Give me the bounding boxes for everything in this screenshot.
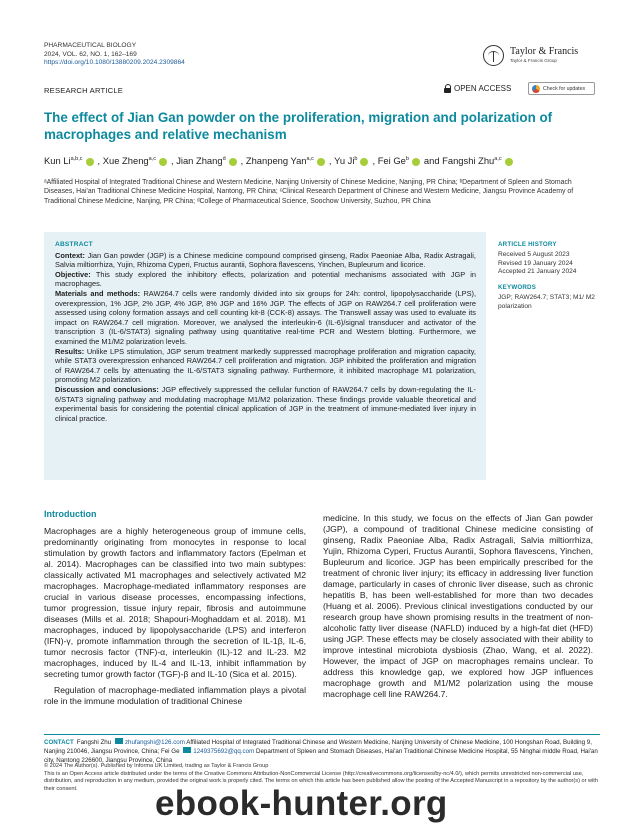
author-separator: , [328, 155, 335, 166]
keywords-heading: KEYWORDS [498, 284, 537, 292]
crossmark-icon [532, 85, 540, 93]
journal-name: PHARMACEUTICAL BIOLOGY [44, 42, 137, 49]
author-list [44, 155, 517, 166]
intro-paragraph-1: Macrophages are a highly heterogeneous group of immune cells, predominantly originating from monocytes in response to local stimulation by growth factors and inflammatory factors (Epelman et al. 2014). Macrophages can be classified into two main subtypes: classically activated M1 macrophages and selectively activated M2 macrophages. Macrophage-mediated inflammatory responses are crucial in various disease processes, encompassing infections, tumor progression, tissue injury repair, fibrosis and autoimmune diseases (Mills et al. 2018; Shapouri-Moghaddam et al. 2018). M1 macrophages, induced by lipopolysaccharide (LPS) and interferon (IFN)-γ, promote inflammation through the secretion of IL-1β, IL-6, tumor necrosis factor (TNF)-α, interleukin (IL)-12 and IL-23. M2 macrophages, induced by IL-4 and IL-13, inhibit inflammation by secreting tumor growth factor (TGF)-β and IL-10 (Sica et al. 2015). [44, 526, 306, 679]
journal-info [44, 42, 185, 68]
objective-text: This study explored the inhibitory effects, polarization and potential mechanisms associated with JGP in macrophages. [55, 269, 477, 289]
results-label: Results: [55, 346, 85, 356]
body-column-left [44, 509, 306, 707]
abstract-results [55, 347, 476, 385]
watermark: ebook-hunter.org [155, 784, 448, 823]
accepted-date: Accepted 21 January 2024 [498, 268, 577, 276]
keywords-text: JGP; RAW264.7; STAT3; M1/ M2 polarization [498, 293, 595, 310]
email-icon [183, 747, 191, 753]
affiliations: ᵃAffiliated Hospital of Integrated Traditional Chinese and Western Medicine, Nanjing University of Chinese Medicine, Nanjing, PR China; ᵇDepartment of Spleen and Stomach Diseases, Hai'an Traditional Chinese Medicine Hospital, Nantong, PR China; ᶜClinical Research Department of Chinese and Western Medicine, Jiangsu Province Academy of Traditional Chinese Medicine, Nanjing, PR China; ᵈCollege of Pharmaceutical Science, Soochow University, Suzhou, PR China [44, 179, 574, 205]
abstract [44, 232, 486, 480]
open-access-label: OPEN ACCESS [454, 84, 512, 93]
contact-address-2: Department of Spleen and Stomach Diseases, Hai'an Traditional Chinese Medicine Hospital, 55 Ninghai middle Road, Hai'an city, Nantong 226600, Jiangsu Province, China [44, 748, 598, 764]
contact-address-1: Affiliated Hospital of Integrated Traditional Chinese and Western Medicine, Nanjing University of Chinese Medicine, 100 Hongshan Road, Building 9, Nanjing 210046, Jiangsu Province, China; Fei Ge [44, 739, 592, 756]
history-heading: ARTICLE HISTORY [498, 241, 557, 248]
author-separator: and [423, 155, 443, 166]
doi-link[interactable]: https://doi.org/10.1080/13880209.2024.2309864 [44, 59, 185, 67]
author-affiliation-marker: b [354, 156, 358, 162]
intro-paragraph-2: Regulation of macrophage-mediated inflammation plays a pivotal role in the immune modulation of traditional Chinese [44, 685, 306, 706]
contact-email-2[interactable]: 1249375692@qq.com [193, 748, 255, 756]
revised-date: Revised 19 January 2024 [498, 259, 573, 267]
check-updates-label: Check for updates [543, 85, 586, 92]
context-label: Context: [55, 250, 85, 260]
contact-label: CONTACT [44, 739, 74, 746]
abstract-methods [55, 289, 476, 347]
orcid-icon[interactable] [412, 158, 420, 166]
author-affiliation-marker: a,c [494, 156, 502, 162]
open-access-badge [444, 84, 511, 93]
abstract-conclusions [55, 385, 476, 423]
contact-email-1[interactable]: zhufangshi@126.com [124, 739, 185, 746]
orcid-icon[interactable] [159, 158, 167, 166]
section-heading-introduction: Introduction [44, 509, 97, 519]
author-name[interactable]: Jian Zhang$^d$ [176, 155, 226, 166]
taylor-francis-lamp-icon [483, 45, 504, 66]
methods-label: Materials and methods: [55, 288, 141, 298]
publisher-name: Taylor & Francis [510, 46, 579, 57]
context-text: Jian Gan powder (JGP) is a Chinese medicine compound comprised ginseng, Radix Paeoniae Alba, Radix Astragali, Salvia miltiorrhiza, Yujin, Rhizoma Cyperi, Fructus aurantii, Sophora flavescens, Yinchen, Bupleurum and licorice. [55, 250, 476, 270]
abstract-heading: ABSTRACT [55, 241, 93, 248]
license-text: This is an Open Access article distributed under the terms of the Creative Commons Attribution-NonCommercial License (http://creativecommons.org/licenses/by-nc/4.0/), which permits unrestricted non-commercial use, distribution, and reproduction in any medium, provided the original work is properly cited. The terms on which this article has been published allow the posting of the Accepted Manuscript in a repository by the author(s) or with their consent. [44, 770, 598, 792]
author-separator: , [372, 155, 378, 166]
article-sidebar [498, 241, 603, 312]
results-text: Unlike LPS stimulation, JGP serum treatment markedly suppressed macrophage proliferation and migration capacity, while STAT3 overexpression enhanced RAW264.7 cell proliferation and migration. JGP inhibited the proliferation and migration of RAW264.7 cells by attenuating the IL-6/STAT3 signaling pathway. Furthermore, it inhibited macrophage M1 polarization, promoting M2 polarization. [55, 346, 476, 385]
author-separator: , [170, 155, 177, 166]
journal-volume: 2024, VOL. 62, NO. 1, 162–169 [44, 50, 137, 58]
author-separator: , [240, 155, 246, 166]
email-icon [115, 738, 123, 744]
received-date: Received 5 August 2023 [498, 250, 570, 258]
orcid-icon[interactable] [86, 158, 94, 166]
orcid-icon[interactable] [360, 158, 368, 166]
author-name[interactable]: Xue Zheng$^{a,c}$ [102, 155, 156, 166]
author-name[interactable]: Zhanpeng Yan$^{a,c}$ [245, 155, 314, 166]
orcid-icon[interactable] [505, 158, 513, 166]
orcid-icon[interactable] [229, 158, 237, 166]
article-title: The effect of Jian Gan powder on the proliferation, migration and polarization of macrophages and relative mechanism [44, 110, 553, 142]
intro-paragraph-continued: medicine. In this study, we focus on the effects of Jian Gan powder (JGP), a compound of traditional Chinese medicine consisting of ginseng, Radix Paeoniae Alba, Radix Astragali, Salvia miltiorrhiza, Yujin, Rhizoma Cyperi, Fructus Aurantii, Sophora flavescens, Yinchen, Bupleurum and licorice. JGP has been empirically prescribed for the treatment of chronic liver injury; its efficacy in addressing liver function damage, particularly in cases of chronic liver disease, such as chronic hepatitis B, has been well-established for more than two decades (Huang et al. 2006). Previous clinical investigations conducted by our research group have shown promising results in the treatment of non-alcoholic fatty liver disease (NAFLD) induced by a high-fat diet (HFD) using JGP. These effects may be closely associated with their ability to improve intestinal microbiota dysbiosis (Zhao, Wang, et al. 2022). However, the impact of JGP on macrophages remains unclear. To address this knowledge gap, we explored how JGP influences macrophage growth and M1/M2 polarization using the mouse macrophage cell line RAW264.7. [323, 513, 593, 699]
author-affiliation-marker: d [222, 156, 226, 162]
copyright-line: © 2024 The Author(s). Published by Informa UK Limited, trading as Taylor & Francis Group [44, 763, 269, 769]
orcid-icon[interactable] [317, 158, 325, 166]
footer-divider [44, 734, 600, 735]
abstract-objective [55, 270, 476, 289]
conclusions-text: JGP effectively suppressed the cellular function of RAW264.7 cells by down-regulating the IL-6/STAT3 signaling pathway and modulating macrophage M1/M2 polarization. These findings provide valuable theoretical and experimental basis for considering the potential clinical application of JGP in the treatment of immune-mediated liver injury in clinical practice. [55, 384, 476, 423]
publisher-group: Taylor & Francis Group [510, 58, 557, 63]
article-type: RESEARCH ARTICLE [44, 86, 124, 95]
body-column-right [323, 513, 593, 700]
author-affiliation-marker: a,b,c [70, 156, 83, 162]
author-affiliation-marker: b [405, 156, 409, 162]
abstract-context [55, 251, 476, 270]
author-name[interactable]: Fei Ge$^b$ [377, 155, 409, 166]
contact-name: Fangshi Zhu [76, 739, 112, 746]
check-updates-button[interactable] [528, 82, 595, 95]
conclusions-label: Discussion and conclusions: [55, 384, 159, 394]
author-affiliation-marker: a,c [148, 156, 156, 162]
author-name[interactable]: Yu Ji$^b$ [334, 155, 358, 166]
author-name[interactable]: Fangshi Zhu$^{a,c}$ [442, 155, 502, 166]
open-lock-icon [444, 84, 451, 93]
author-affiliation-marker: a,c [306, 156, 314, 162]
contact-info [44, 738, 600, 765]
author-name[interactable]: Kun Li$^{a,b,c}$ [44, 155, 83, 166]
publisher-logo[interactable] [483, 44, 603, 72]
methods-text: RAW264.7 cells were randomly divided into six groups for 24h: control, lipopolysaccharide (LPS), overexpression, 1% JGP, 2% JGP, 4% JGP, 8% JGP and 16% JGP. The effects of JGP on RAW264.7 cell proliferation were assessed using colony formation assays and cell counting kit-8 (CCK-8) assays. The Transwell assay was used to evaluate its impact on RAW264.7 cell migration. Moreover, we analysed the interleukin-6 (IL-6)/signal transducer and activator of the transcription 3 (IL-6/STAT3) signaling pathway using quantitative real-time PCR and Western blotting. Furthermore, we examined the M1/M2 polarization levels. [55, 288, 477, 346]
objective-label: Objective: [55, 269, 91, 279]
author-separator: , [97, 155, 103, 166]
